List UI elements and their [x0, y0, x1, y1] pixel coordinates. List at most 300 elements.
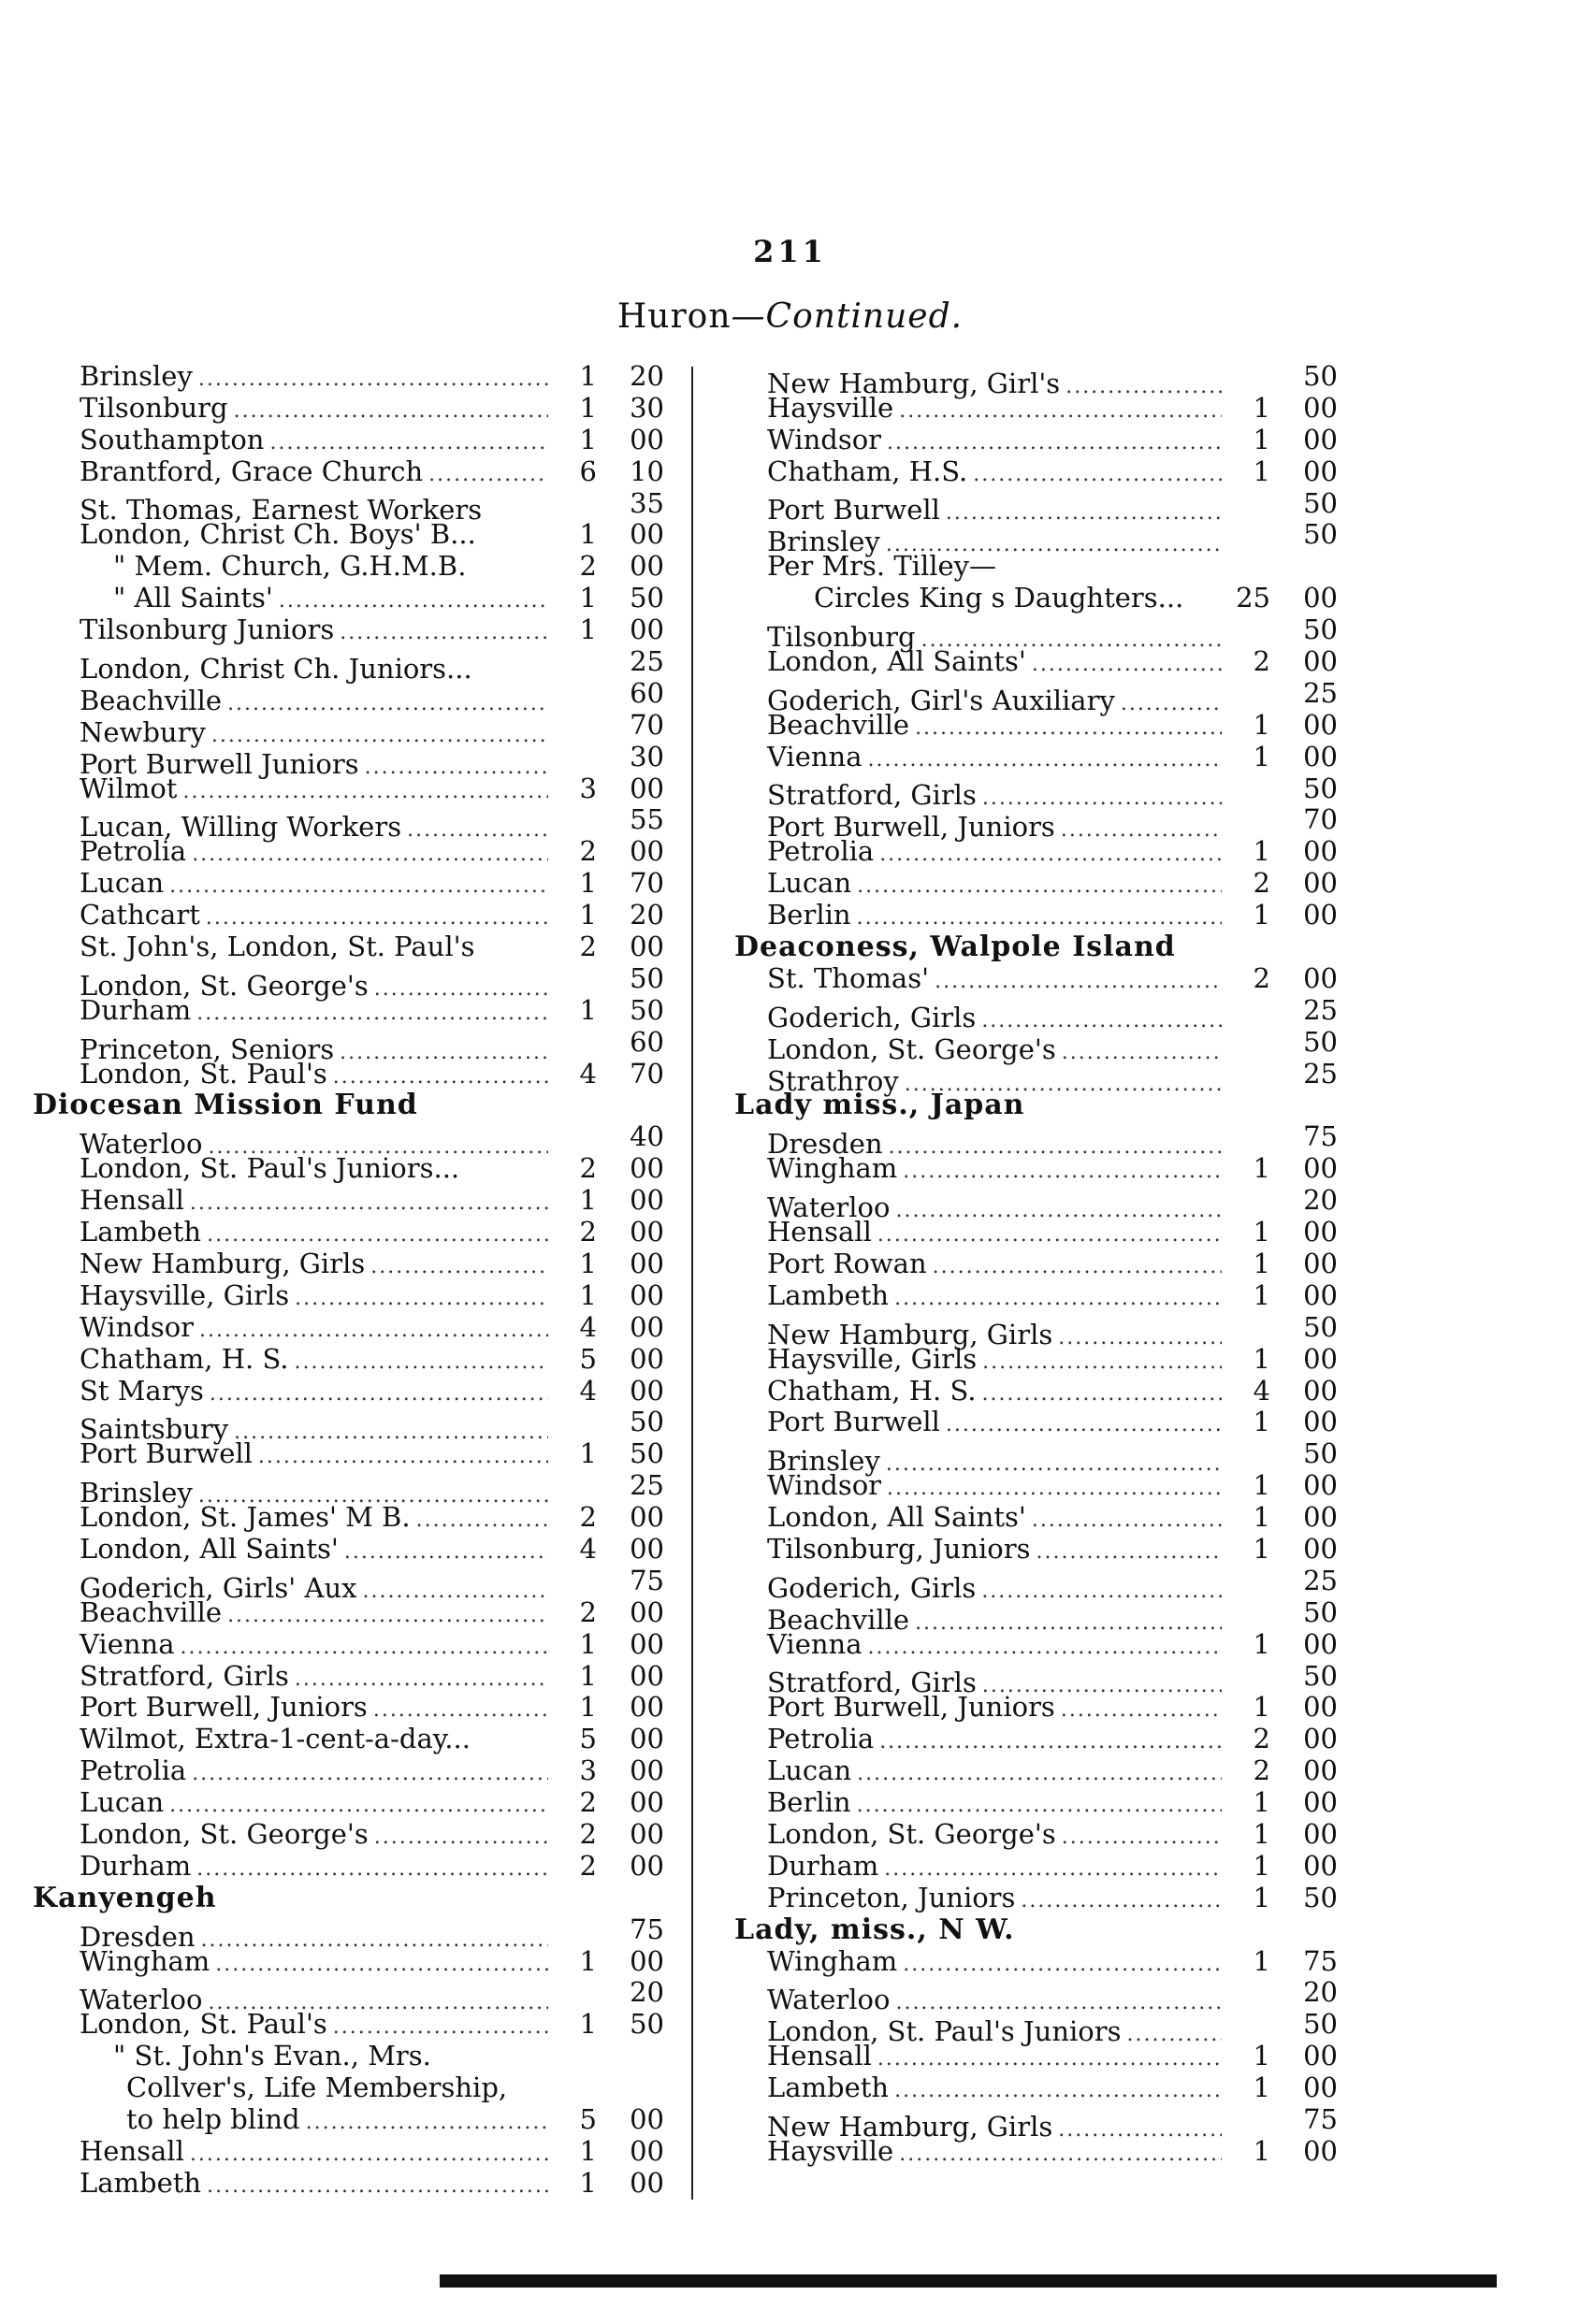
entry-name: Tilsonburg: [80, 391, 228, 424]
entry-name: Southampton: [80, 423, 265, 455]
entry-name: Tilsonburg: [767, 621, 916, 654]
entry-name: St. John's, London, St. Paul's: [80, 931, 475, 963]
dot-leader: [1032, 1505, 1222, 1537]
dot-leader: [899, 396, 1222, 427]
entry-name: St. Thomas, Earnest Workers: [80, 494, 483, 527]
entry-name: " St. John's Evan., Mrs.: [113, 2040, 431, 2072]
dot-leader: [416, 1505, 548, 1537]
entry-name: Lucan, Willing Workers: [80, 811, 402, 844]
entry-name: to help blind: [126, 2102, 300, 2135]
ledger-entry: [767, 1376, 1338, 1407]
amount-cents: 25: [630, 645, 664, 678]
entry-name: London, St. Paul's Juniors: [767, 2015, 1122, 2048]
amount-cents: 50: [1303, 613, 1338, 646]
entry-name: Vienna: [767, 740, 862, 772]
entry-continuation: [80, 2072, 664, 2104]
dot-leader: [169, 1790, 548, 1822]
amount-cents: 00: [630, 772, 664, 804]
amount-cents: 00: [630, 1849, 664, 1882]
amount-dollars: [561, 710, 597, 742]
entry-name: Lucan: [767, 1754, 852, 1787]
dot-leader: [982, 783, 1222, 815]
entry-amount: [554, 1312, 664, 1344]
entry-name: Waterloo: [767, 1191, 891, 1224]
amount-dollars: 2: [1253, 1723, 1270, 1755]
entry-name: " Mem. Church, G.H.M.B.: [113, 550, 467, 583]
entry-name: Goderich, Girl's Auxiliary: [767, 684, 1115, 716]
dot-leader: [295, 1283, 548, 1315]
entry-name: London, St. George's: [767, 1817, 1056, 1850]
entry-name: New Hamburg, Girls: [767, 1318, 1053, 1350]
amount-cents: 20: [1303, 1976, 1338, 2009]
amount-dollars: [1235, 1661, 1270, 1693]
amount-cents: 00: [1303, 1754, 1338, 1787]
amount-cents: 00: [1303, 2071, 1338, 2104]
amount-dollars: [1235, 361, 1270, 393]
entry-amount: [554, 1470, 664, 1502]
entry-amount: [1227, 1566, 1338, 1597]
amount-cents: 20: [1303, 1184, 1338, 1217]
amount-cents: 00: [1303, 899, 1338, 931]
entry-name: London, St. George's: [80, 1817, 369, 1850]
ledger-entry: [80, 2009, 664, 2041]
dot-leader: [370, 1251, 548, 1283]
amount-cents: 70: [1303, 803, 1338, 836]
entry-amount: [1227, 836, 1338, 868]
entry-amount: [554, 1566, 664, 1597]
entry-name: Per Mrs. Tilley—: [767, 550, 997, 583]
entry-amount: [1227, 1376, 1338, 1407]
amount-cents: 50: [630, 2008, 664, 2041]
ledger-entry: [767, 2072, 1338, 2104]
entry-amount: [554, 773, 664, 805]
amount-dollars: [1235, 678, 1270, 710]
amount-cents: 00: [630, 613, 664, 646]
ledger-entry: [80, 1724, 664, 1755]
amount-dollars: 2: [579, 1152, 597, 1185]
entry-amount: [554, 614, 664, 646]
amount-cents: 50: [1303, 518, 1338, 551]
amount-dollars: [1235, 2104, 1270, 2136]
entry-amount: [554, 1185, 664, 1217]
amount-dollars: 1: [1253, 1786, 1270, 1819]
ledger-entry: [767, 1755, 1338, 1787]
entry-name: Circles King s Daughters...: [814, 582, 1184, 614]
entry-amount: [554, 1851, 664, 1883]
entry-name: Tilsonburg, Juniors: [767, 1532, 1031, 1565]
entry-amount: [554, 1249, 664, 1280]
entry-amount: [554, 836, 664, 868]
entry-amount: [1227, 361, 1338, 393]
dot-leader: [894, 1283, 1222, 1315]
entry-name: Stratford, Girls: [767, 779, 977, 812]
ledger-entry: [80, 1376, 664, 1407]
entry-amount: [554, 519, 664, 551]
ledger-entry: [767, 1280, 1338, 1312]
right-column: [734, 360, 1338, 2168]
amount-dollars: 4: [579, 1532, 597, 1565]
ledger-entry: [80, 1120, 664, 1161]
dot-leader: [884, 1854, 1222, 1885]
amount-cents: 50: [1303, 1437, 1338, 1470]
amount-cents: 40: [630, 1120, 664, 1153]
amount-dollars: 2: [579, 835, 597, 868]
amount-cents: 00: [630, 1944, 664, 1977]
entry-name: London, St. Paul's: [80, 1057, 327, 1090]
amount-cents: 50: [630, 961, 664, 994]
amount-cents: 00: [630, 1184, 664, 1217]
amount-cents: 25: [1303, 993, 1338, 1026]
entry-amount: [554, 1977, 664, 2009]
amount-cents: 00: [1303, 1469, 1338, 1502]
entry-name: Goderich, Girls: [767, 1571, 977, 1604]
entry-amount: [1227, 995, 1338, 1027]
entry-name: Lambeth: [767, 2071, 890, 2104]
amount-dollars: 1: [579, 518, 597, 551]
amount-dollars: 1: [579, 1659, 597, 1692]
entry-amount: [554, 1787, 664, 1819]
amount-dollars: 1: [1253, 835, 1270, 868]
amount-cents: 50: [630, 993, 664, 1026]
entry-amount: [1227, 1787, 1338, 1819]
entry-name: Collver's, Life Membership,: [126, 2071, 508, 2104]
entry-amount: [554, 1059, 664, 1090]
amount-dollars: [561, 742, 597, 773]
amount-dollars: 1: [1253, 1216, 1270, 1249]
entry-amount: [1227, 614, 1338, 646]
amount-dollars: [561, 1470, 597, 1502]
amount-dollars: 1: [579, 2008, 597, 2041]
amount-cents: 25: [630, 1469, 664, 1502]
amount-dollars: 5: [579, 1723, 597, 1755]
entry-name: London, Christ Ch. Juniors...: [80, 652, 472, 685]
dot-leader: [190, 1188, 548, 1220]
entry-name: Goderich, Girls' Aux: [80, 1571, 357, 1604]
amount-cents: 00: [1303, 1216, 1338, 1249]
fund-heading: Lady miss., Japan: [734, 1089, 1025, 1122]
entry-name: Waterloo: [80, 1128, 203, 1161]
amount-dollars: [561, 646, 597, 678]
ledger-entry: [80, 393, 664, 425]
ledger-entry: [80, 900, 664, 931]
amount-dollars: 1: [1253, 423, 1270, 455]
dot-leader: [181, 1632, 548, 1664]
ledger-entry: [767, 1659, 1338, 1699]
entry-name: St. Thomas': [767, 961, 930, 994]
amount-cents: 00: [1303, 740, 1338, 772]
amount-cents: 00: [630, 518, 664, 551]
amount-dollars: 1: [1253, 1152, 1270, 1185]
amount-dollars: [561, 678, 597, 710]
entry-amount: [554, 868, 664, 900]
ledger-entry: [767, 1883, 1338, 1914]
amount-dollars: [1235, 995, 1270, 1027]
dot-leader: [1036, 1537, 1222, 1568]
entry-amount: [1227, 710, 1338, 742]
ledger-entry: [767, 710, 1338, 742]
amount-cents: 70: [630, 708, 664, 741]
fund-heading: Lady, miss., N W.: [734, 1913, 1015, 1946]
ledger-entry: [80, 1059, 664, 1090]
amount-cents: 00: [630, 2166, 664, 2199]
entry-name: London, All Saints': [80, 1532, 339, 1565]
amount-dollars: [561, 488, 597, 520]
entry-amount: [554, 425, 664, 456]
amount-dollars: 6: [579, 455, 597, 487]
amount-cents: 00: [1303, 423, 1338, 455]
amount-dollars: 1: [579, 1278, 597, 1311]
entry-name: Strathroy: [767, 1064, 899, 1097]
amount-dollars: 1: [1253, 2134, 1270, 2167]
ledger-entry: [767, 1629, 1338, 1661]
amount-dollars: [1235, 488, 1270, 520]
entry-name: Chatham, H. S.: [767, 1374, 977, 1407]
ledger-entry: [80, 1217, 664, 1249]
amount-dollars: [1235, 773, 1270, 805]
entry-amount: [1227, 1249, 1338, 1280]
dot-leader: [857, 902, 1222, 934]
ledger-entry: [80, 1185, 664, 1217]
amount-cents: 75: [1303, 1120, 1338, 1153]
entry-name: London, St. Paul's Juniors...: [80, 1152, 460, 1185]
entry-amount: [554, 1914, 664, 1946]
fund-heading: Deaconess, Walpole Island: [734, 931, 1176, 964]
amount-cents: 50: [1303, 1025, 1338, 1058]
amount-cents: 00: [630, 835, 664, 868]
amount-cents: 00: [630, 2102, 664, 2135]
dot-leader: [981, 1576, 1222, 1608]
entry-amount: [554, 963, 664, 995]
amount-dollars: 2: [1253, 1754, 1270, 1787]
ledger-entry: [767, 613, 1338, 654]
entry-amount: [554, 900, 664, 931]
dot-leader: [196, 998, 548, 1030]
amount-dollars: 1: [579, 2134, 597, 2167]
entry-name: Haysville, Girls: [767, 1342, 978, 1375]
entry-amount: [554, 2168, 664, 2200]
entry-amount: [1227, 646, 1338, 678]
amount-dollars: 1: [1253, 1342, 1270, 1375]
dot-leader: [1061, 1695, 1222, 1726]
amount-cents: 50: [630, 582, 664, 614]
ledger-entry: [767, 742, 1338, 773]
entry-amount: [1227, 1312, 1338, 1344]
dot-leader: [211, 720, 548, 752]
ledger-entry: [80, 2136, 664, 2168]
entry-amount: [554, 1027, 664, 1059]
entry-name: Haysville: [767, 2134, 894, 2167]
dot-leader: [192, 839, 548, 871]
ledger-entry: [767, 1724, 1338, 1755]
dot-leader: [210, 1379, 548, 1410]
amount-cents: 10: [630, 455, 664, 487]
amount-dollars: [1235, 2009, 1270, 2041]
entry-amount: [554, 804, 664, 836]
amount-dollars: 2: [579, 1849, 597, 1882]
ledger-entry: [767, 1692, 1338, 1724]
entry-amount: [1227, 1534, 1338, 1566]
dot-leader: [215, 1949, 548, 1981]
entry-name: Cathcart: [80, 899, 200, 931]
entry-amount: [554, 1755, 664, 1787]
ledger-entry: [767, 1437, 1338, 1478]
entry-name: Lambeth: [767, 1278, 890, 1311]
entry-name: Chatham, H.S.: [767, 455, 968, 487]
entry-name: Haysville: [767, 391, 894, 424]
ledger-entry: [767, 1534, 1338, 1566]
entry-amount: [1227, 1438, 1338, 1470]
amount-cents: 00: [1303, 1247, 1338, 1279]
dot-leader: [1021, 1885, 1222, 1917]
amount-cents: 00: [1303, 1501, 1338, 1534]
section-title-name: Huron: [616, 297, 732, 336]
ledger-entry: [767, 393, 1338, 425]
ledger-entry: [767, 676, 1338, 716]
entry-amount: [554, 2009, 664, 2041]
amount-cents: 00: [1303, 867, 1338, 900]
ledger-entry: [767, 2102, 1338, 2143]
entry-amount: [1227, 1597, 1338, 1629]
entry-amount: [554, 1217, 664, 1249]
dot-leader: [269, 427, 548, 459]
amount-dollars: 1: [1253, 899, 1270, 931]
entry-amount: [1227, 1280, 1338, 1312]
entry-name: Vienna: [80, 1627, 175, 1660]
amount-dollars: [1235, 1121, 1270, 1153]
dot-leader: [877, 1220, 1222, 1251]
amount-cents: 25: [1303, 676, 1338, 709]
ledger-entry: [80, 1469, 664, 1509]
amount-cents: 00: [630, 1754, 664, 1787]
amount-cents: 50: [630, 1437, 664, 1470]
entry-amount: [554, 931, 664, 963]
entry-name: Hensall: [767, 1216, 872, 1249]
entry-amount: [1227, 900, 1338, 931]
amount-dollars: 1: [579, 1627, 597, 1660]
amount-dollars: 1: [1253, 1469, 1270, 1502]
entry-name: Petrolia: [767, 835, 875, 868]
entry-name: Vienna: [767, 1627, 862, 1660]
entry-name: Berlin: [767, 1786, 851, 1819]
amount-cents: 55: [630, 803, 664, 836]
ledger-entry: [80, 2168, 664, 2200]
ledger-entry: [80, 1344, 664, 1376]
entry-name: Dresden: [80, 1920, 196, 1953]
amount-cents: 70: [630, 867, 664, 900]
ledger-entry: [80, 1913, 664, 1953]
amount-cents: 75: [1303, 2102, 1338, 2135]
ledger-entry: [767, 993, 1338, 1033]
ledger-entry: [80, 645, 664, 685]
amount-cents: 00: [630, 1216, 664, 1249]
amount-dollars: 1: [1253, 1849, 1270, 1882]
amount-cents: 00: [630, 1786, 664, 1819]
entry-name: Port Burwell: [767, 494, 940, 527]
dot-leader: [333, 1061, 548, 1093]
dot-leader: [1032, 649, 1222, 681]
entry-name: Goderich, Girls: [767, 1001, 977, 1033]
ledger-entry: [80, 1406, 664, 1446]
amount-dollars: [561, 1977, 597, 2009]
entry-name: Haysville, Girls: [80, 1278, 290, 1311]
amount-cents: 75: [1303, 1944, 1338, 1977]
amount-dollars: 2: [1253, 867, 1270, 900]
entry-amount: [554, 1629, 664, 1661]
amount-dollars: 1: [1253, 708, 1270, 741]
ledger-entry: [80, 551, 664, 583]
ledger-entry: [80, 1438, 664, 1470]
entry-name: Petrolia: [80, 1754, 187, 1787]
entry-name: Brinsley: [80, 1477, 193, 1509]
dot-leader: [894, 2075, 1222, 2107]
amount-dollars: 1: [1253, 1627, 1270, 1660]
dot-leader: [868, 1632, 1222, 1664]
amount-dollars: [1235, 1027, 1270, 1059]
entry-name: Lucan: [80, 867, 165, 900]
entry-amount: [1227, 1059, 1338, 1090]
ledger-entry: [80, 1564, 664, 1604]
entry-amount: [1227, 393, 1338, 425]
entry-amount: [1227, 1946, 1338, 1978]
amount-dollars: 4: [579, 1374, 597, 1407]
amount-dollars: 1: [1253, 1817, 1270, 1850]
ledger-entry: [767, 1502, 1338, 1534]
ledger-entry: [80, 1755, 664, 1787]
ledger-entry: [767, 1310, 1338, 1350]
ledger-entry: [80, 1280, 664, 1312]
entry-name: Brinsley: [767, 526, 880, 558]
entry-amount: [554, 583, 664, 614]
amount-dollars: 1: [1253, 1278, 1270, 1311]
dot-leader: [982, 1379, 1223, 1410]
dot-leader: [857, 871, 1222, 902]
entry-amount: [554, 551, 664, 583]
ledger-entry: [767, 1470, 1338, 1502]
amount-dollars: 3: [579, 772, 597, 804]
section-title-suffix: —Continued.: [731, 297, 964, 336]
entry-amount: [1227, 1692, 1338, 1724]
amount-cents: 00: [1303, 1723, 1338, 1755]
amount-dollars: 2: [1253, 645, 1270, 678]
dot-leader: [182, 776, 548, 808]
entry-amount: [554, 1534, 664, 1566]
amount-dollars: [561, 1121, 597, 1153]
amount-cents: 00: [1303, 1374, 1338, 1407]
amount-cents: 00: [1303, 1786, 1338, 1819]
amount-dollars: 1: [1253, 1247, 1270, 1279]
dot-leader: [903, 1949, 1222, 1981]
amount-dollars: 2: [579, 1216, 597, 1249]
ledger-entry: [767, 1217, 1338, 1249]
ledger-entry: [80, 1249, 664, 1280]
entry-name: Beachville: [80, 1595, 223, 1628]
dot-leader: [857, 1758, 1222, 1790]
amount-dollars: 2: [579, 550, 597, 583]
entry-amount: [1227, 2009, 1338, 2041]
amount-cents: 00: [1303, 1817, 1338, 1850]
ledger-entry: [767, 868, 1338, 900]
entry-amount: [1227, 1470, 1338, 1502]
amount-dollars: 1: [579, 1184, 597, 1217]
entry-amount: [1227, 773, 1338, 805]
amount-dollars: 1: [1253, 2071, 1270, 2104]
amount-dollars: 1: [1253, 2040, 1270, 2072]
entry-amount: [1227, 963, 1338, 995]
dot-leader: [190, 2139, 548, 2171]
amount-cents: 50: [1303, 1881, 1338, 1913]
entry-amount: [554, 1438, 664, 1470]
dot-leader: [207, 1220, 548, 1251]
